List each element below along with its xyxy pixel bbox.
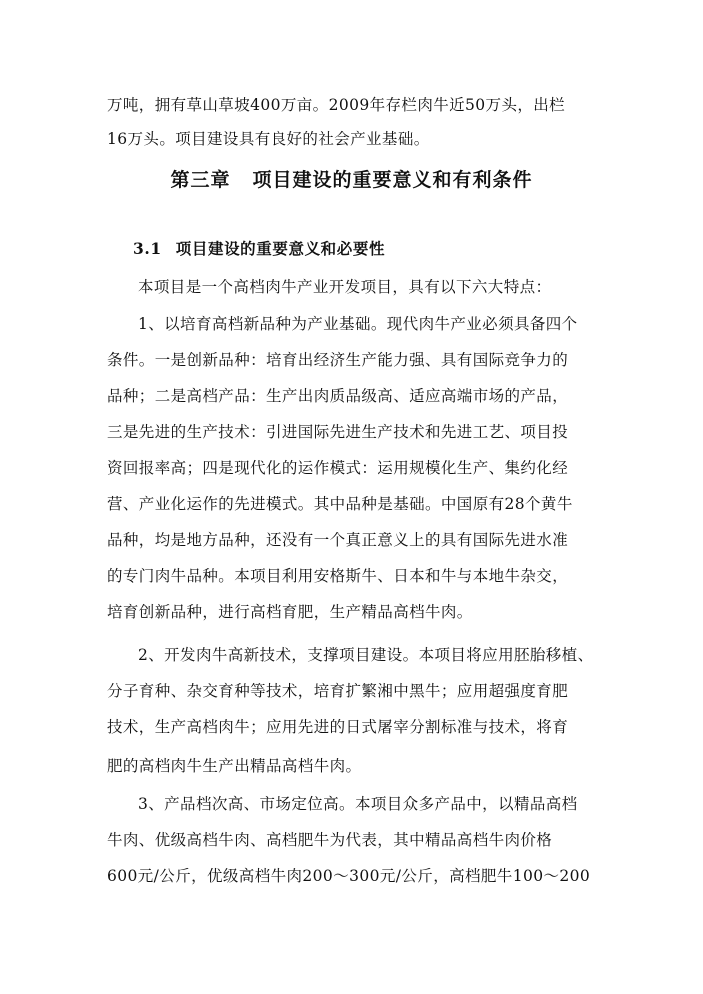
chapter-number: 第三章 <box>170 169 231 191</box>
paragraph-line: 1、以培育高档新品种为产业基础。现代肉牛产业必须具备四个 <box>138 315 578 333</box>
paragraph-line: 技术，生产高档肉牛；应用先进的日式屠宰分割标准与技术，将育 <box>107 718 569 736</box>
section-heading <box>133 239 385 259</box>
chapter-heading <box>0 168 703 192</box>
paragraph-line: 培育创新品种，进行高档育肥，生产精品高档牛肉。 <box>107 603 473 621</box>
paragraph-intro: 本项目是一个高档肉牛产业开发项目，具有以下六大特点： <box>138 278 552 296</box>
text-line: 万吨，拥有草山草坡400万亩。2009年存栏肉牛近50万头，出栏 <box>107 96 566 114</box>
paragraph-line: 品种，均是地方品种，还没有一个真正意义上的具有国际先进水准 <box>107 531 569 549</box>
section-title: 项目建设的重要意义和必要性 <box>175 239 386 258</box>
chapter-title: 项目建设的重要意义和有利条件 <box>252 169 533 191</box>
paragraph-line: 品种；二是高档产品：生产出肉质品级高、适应高端市场的产品， <box>107 387 569 405</box>
paragraph-line: 肥的高档肉牛生产出精品高档牛肉。 <box>107 757 362 775</box>
paragraph-line: 分子育种、杂交育种等技术，培育扩繁湘中黑牛；应用超强度育肥 <box>107 682 569 700</box>
paragraph-line: 3、产品档次高、市场定位高。本项目众多产品中，以精品高档 <box>138 795 578 813</box>
paragraph-line: 营、产业化运作的先进模式。其中品种是基础。中国原有28个黄牛 <box>107 495 573 513</box>
paragraph-line: 2、开发肉牛高新技术，支撑项目建设。本项目将应用胚胎移植、 <box>138 646 594 664</box>
paragraph-line: 的专门肉牛品种。本项目利用安格斯牛、日本和牛与本地牛杂交， <box>107 567 569 585</box>
text-line: 16万头。项目建设具有良好的社会产业基础。 <box>107 130 430 148</box>
paragraph-line: 600元/公斤，优级高档牛肉200～300元/公斤，高档肥牛100～200 <box>107 867 591 885</box>
paragraph-line: 条件。一是创新品种：培育出经济生产能力强、具有国际竞争力的 <box>107 351 569 369</box>
section-number: 3.1 <box>133 239 162 258</box>
paragraph-line: 牛肉、优级高档牛肉、高档肥牛为代表，其中精品高档牛肉价格 <box>107 831 553 849</box>
paragraph-line: 三是先进的生产技术：引进国际先进生产技术和先进工艺、项目投 <box>107 423 569 441</box>
paragraph-line: 资回报率高；四是现代化的运作模式：运用规模化生产、集约化经 <box>107 459 569 477</box>
